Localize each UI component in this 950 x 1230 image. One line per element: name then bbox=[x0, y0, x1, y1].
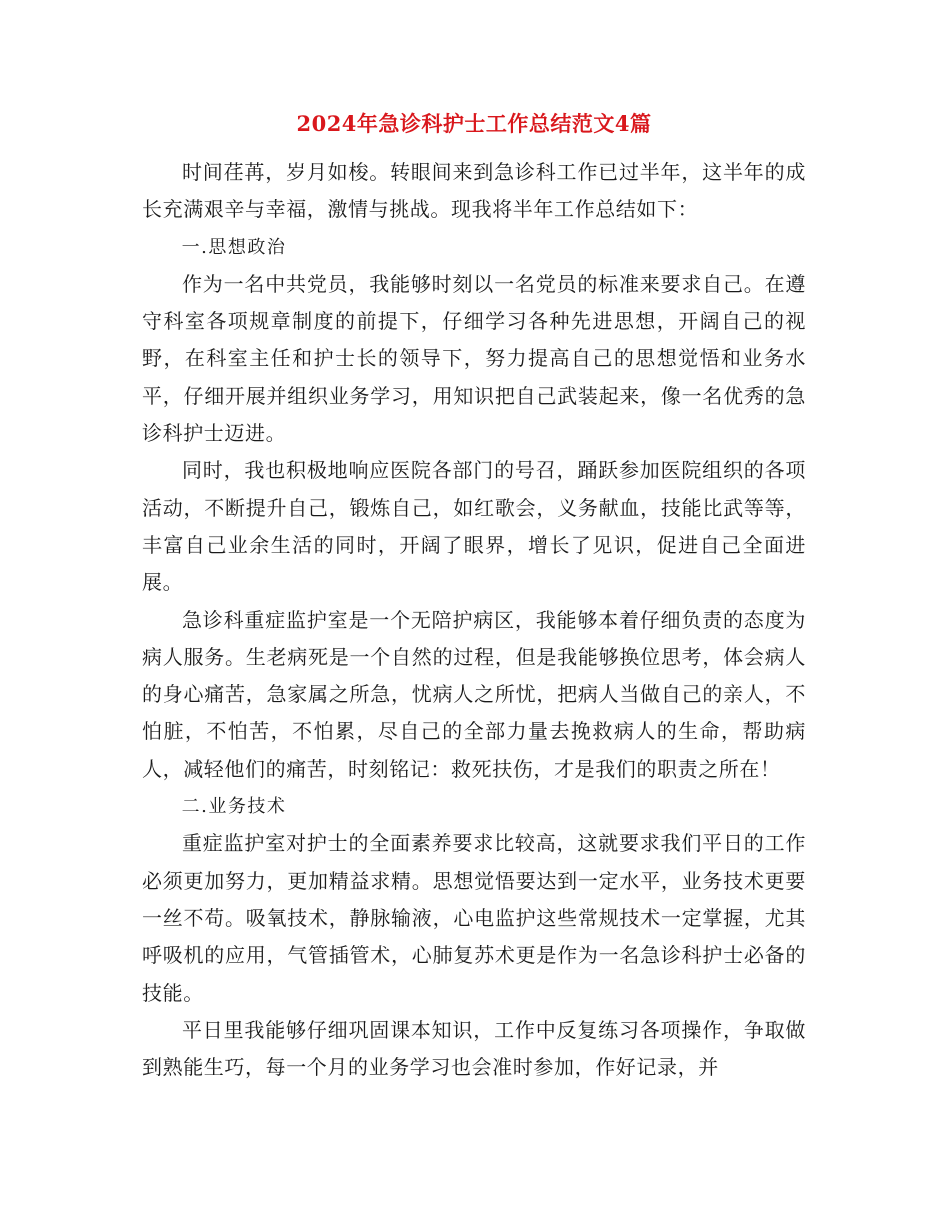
paragraph-intro: 时间荏苒，岁月如梭。转眼间来到急诊科工作已过半年，这半年的成长充满艰辛与幸福，激情与挑战。现我将半年工作总结如下： bbox=[142, 160, 806, 222]
paragraph-daily-practice: 平日里我能够仔细巩固课本知识，工作中反复练习各项操作，争取做到熟能生巧，每一个月的业务学习也会准时参加，作好记录，并 bbox=[142, 1017, 806, 1080]
document-title: 2024年急诊科护士工作总结范文4篇 bbox=[296, 111, 652, 136]
paragraph-activities: 同时，我也积极地响应医院各部门的号召，踊跃参加医院组织的各项活动，不断提升自己，锻炼自己，如红歌会，义务献血，技能比武等等，丰富自己业余生活的同时，开阔了眼界，增长了见识，促进自己全面进展。 bbox=[142, 458, 806, 595]
section-heading-technique: 二.业务技术 bbox=[181, 796, 287, 818]
paragraph-party-member: 作为一名中共党员，我能够时刻以一名党员的标准来要求自己。在遵守科室各项规章制度的前提下，仔细学习各种先进思想，开阔自己的视野，在科室主任和护士长的领导下，努力提高自己的思想觉悟和业务水平，仔细开展并组织业务学习，用知识把自己武装起来，像一名优秀的急诊科护士迈进。 bbox=[142, 271, 806, 446]
paragraph-icu-requirements: 重症监护室对护士的全面素养要求比较高，这就要求我们平日的工作必须更加努力，更加精益求精。思想觉悟要达到一定水平，业务技术更要一丝不苟。吸氧技术，静脉输液，心电监护这些常规技术一定掌握，尤其呼吸机的应用，气管插管术，心肺复苏术更是作为一名急诊科护士必备的技能。 bbox=[142, 831, 806, 1005]
section-heading-politics: 一.思想政治 bbox=[181, 236, 287, 258]
paragraph-icu-service: 急诊科重症监护室是一个无陪护病区，我能够本着仔细负责的态度为病人服务。生老病死是一个自然的过程，但是我能够换位思考，体会病人的身心痛苦，急家属之所急，忧病人之所忧，把病人当做自己的亲人，不怕脏，不怕苦，不怕累，尽自己的全部力量去挽救病人的生命，帮助病人，减轻他们的痛苦，时刻铭记：救死扶伤，才是我们的职责之所在！ bbox=[142, 607, 806, 781]
document-page bbox=[142, 108, 806, 1086]
